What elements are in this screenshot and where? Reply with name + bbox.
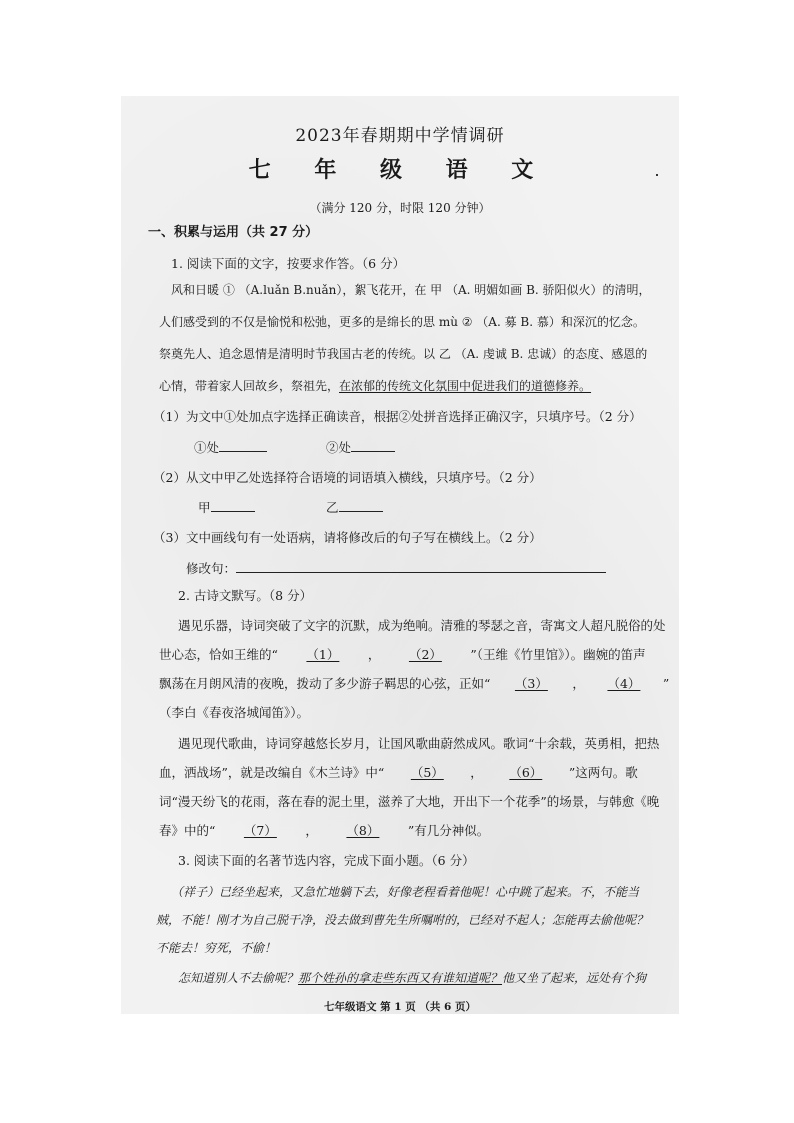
subject-title: 七 年 级 语 文 [248, 157, 552, 183]
q3-excerpt-line: 不能去！穷死，不偷！ [156, 941, 277, 955]
answer-blank[interactable] [339, 499, 383, 512]
q1-sub3: （3）文中画线句有一处语病，请将修改后的句子写在横线上。（2 分） [153, 530, 542, 545]
poem-blank-1[interactable]: （1） [306, 647, 340, 662]
q2-para2-line: 遇见现代歌曲，诗词穿越悠长岁月，让国风歌曲蔚然成风。歌词“十余载，英勇相，把热 [178, 736, 660, 751]
q3-excerpt-line: 贼，不能！刚才为自己脱干净，没去做到曹先生所嘱咐的，已经对不起人；怎能再去偷他呢？ [156, 913, 649, 927]
answer-blank[interactable] [351, 439, 395, 452]
q3-text: 他又坐了起来，远处有个狗 [502, 971, 647, 985]
q3-underlined-sentence: 那个姓孙的拿走些东西又有谁知道呢？ [298, 971, 503, 985]
q1-passage-line: 人们感受到的不仅是愉悦和松弛，更多的是绵长的思 mù ② （A. 募 B. 慕）和深沉的忆念。 [159, 315, 645, 329]
poem-blank-5[interactable]: （5） [410, 765, 444, 780]
q2-text: ”（王维《竹里馆》）。幽婉的笛声 [470, 647, 646, 662]
q1-passage-text: 心情，带着家人回故乡，祭祖先， [159, 379, 340, 393]
q1-passage-line: 风和日暖 ① （A.luǎn B.nuǎn），絮飞花开，在 甲 （A. 明媚如画 B. 骄阳似火）的清明， [171, 283, 651, 297]
poem-blank-4[interactable]: （4） [607, 676, 641, 691]
q1-sub3-label: 修改句： [186, 561, 237, 576]
q2-comma: ， [367, 647, 381, 662]
poem-blank-3[interactable]: （3） [514, 676, 548, 691]
q2-para1-line: （李白《春夜洛城闻笛》）。 [159, 705, 310, 720]
q1-sub1: （1）为文中①处加点字选择正确读音，根据②处拼音选择正确汉字，只填序号。（2 分） [153, 409, 642, 424]
q2-para2-line [159, 765, 638, 781]
exam-page [121, 96, 679, 1014]
q1-sub1-answer-b [326, 439, 395, 456]
q1-sub2-label-b: 乙 [326, 500, 339, 515]
poem-blank-8[interactable]: （8） [346, 823, 380, 838]
poem-blank-7[interactable]: （7） [243, 823, 277, 838]
q3-text: 怎知道别人不去偷呢？ [178, 971, 299, 985]
q2-para2-line: 词“漫天纷飞的花雨，落在春的泥土里，滋养了大地，开出下一个花季”的场景，与韩愈《晚 [159, 794, 660, 809]
q2-text: ”这两句。歌 [568, 765, 638, 780]
q2-para1-line [159, 647, 646, 663]
q1-prompt: 1. 阅读下面的文字，按要求作答。（6 分） [171, 256, 406, 271]
q3-prompt: 3. 阅读下面的名著节选内容，完成下面小题。（6 分） [178, 853, 475, 868]
q1-sub2-answer-b [326, 499, 383, 516]
answer-blank[interactable] [219, 439, 267, 452]
q1-sub2: （2）从文中甲乙处选择符合语境的词语填入横线，只填序号。（2 分） [153, 470, 542, 485]
q1-underlined-sentence: 在浓郁的传统文化氛围中促进我们的道德修养。 [339, 379, 592, 393]
q2-quote-close: ” [662, 676, 670, 691]
poem-blank-6[interactable]: （6） [509, 765, 543, 780]
q2-para1-line [159, 676, 669, 692]
q3-excerpt-line: （祥子）已经坐起来，又急忙地躺下去，好像老程看着他呢！心中跳了起来。不，不能当 [171, 885, 640, 899]
q2-comma: ， [470, 765, 483, 780]
exam-title: 2023年春期期中学情调研 [295, 126, 505, 146]
answer-blank[interactable] [211, 499, 255, 512]
q2-para2-line [159, 823, 489, 839]
q1-sub1-answer-a [194, 439, 267, 456]
q2-comma: ， [572, 676, 585, 691]
q1-sub2-label-a: 甲 [198, 500, 211, 515]
q1-passage-line [159, 378, 591, 394]
q2-text: 血，洒战场”，就是改编自《木兰诗》中“ [159, 765, 385, 780]
q2-text: 世心态，恰如王维的“ [159, 647, 278, 662]
q1-sub1-label-b: ②处 [326, 440, 352, 455]
q2-text: 飘荡在月朗风清的夜晚，拨动了多少游子羁思的心弦，正如“ [159, 676, 491, 691]
q1-passage-line: 祭奠先人、追念恩情是清明时节我国古老的传统。以 乙 （A. 虔诚 B. 忠诚）的态度、感恩的 [159, 347, 648, 361]
page-footer: 七年级语文 第 1 页 （共 6 页） [323, 1001, 477, 1013]
q2-text: 春》中的“ [159, 823, 216, 838]
q2-text: ”有几分神似。 [407, 823, 490, 838]
q3-excerpt-line [178, 970, 646, 986]
score-time-note: （满分 120 分，时限 120 分钟） [309, 201, 491, 215]
q1-sub2-answer-a [198, 499, 255, 516]
section-1-heading: 一、积累与运用（共 27 分） [148, 225, 319, 240]
q1-sub1-label-a: ①处 [194, 440, 220, 455]
q2-comma: ， [305, 823, 318, 838]
answer-blank[interactable] [236, 560, 606, 573]
scan-speck [656, 174, 658, 176]
q2-prompt: 2. 古诗文默写。（8 分） [178, 588, 313, 603]
q1-sub3-answer [186, 560, 606, 577]
q2-para1-line: 遇见乐器，诗词突破了文字的沉默，成为绝响。清雅的琴瑟之音，寄寓文人超凡脱俗的处 [178, 618, 666, 633]
poem-blank-2[interactable]: （2） [408, 647, 442, 662]
